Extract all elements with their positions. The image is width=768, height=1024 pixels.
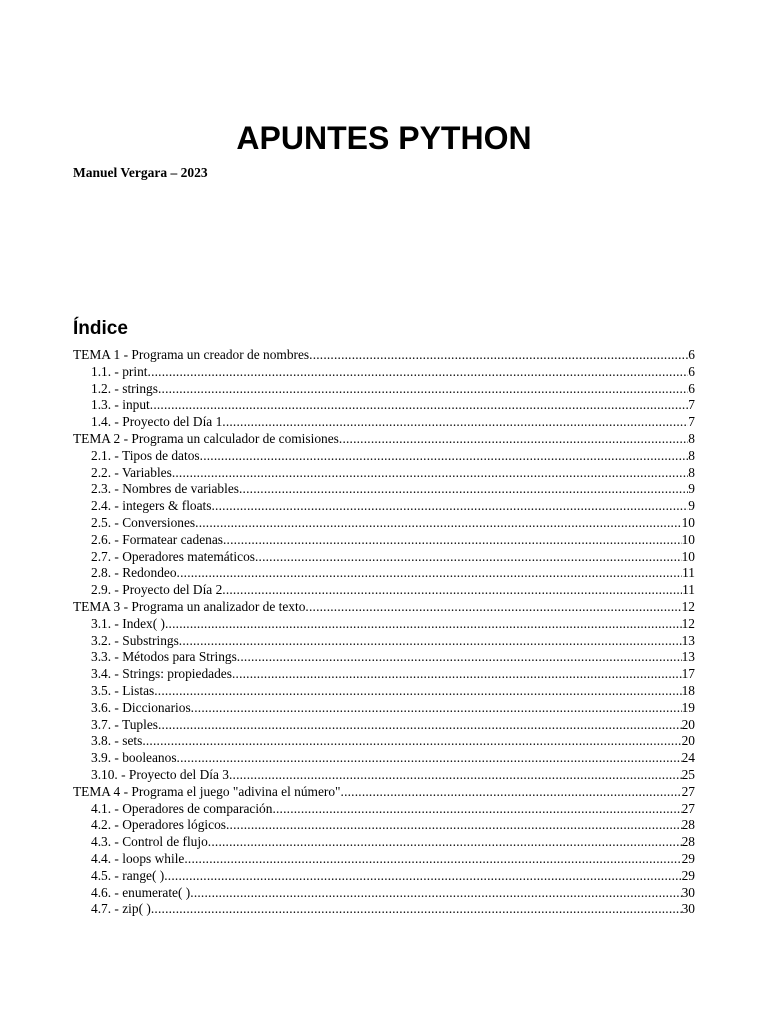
author-line: Manuel Vergara – 2023 (73, 165, 208, 180)
toc-page-number: 27 (681, 783, 695, 799)
toc-dot-leader (151, 901, 682, 918)
toc-chapter-entry[interactable] (73, 784, 695, 801)
toc-dot-leader (305, 599, 681, 616)
toc-entry-title: 3.5. - Listas (91, 682, 155, 698)
toc-dot-leader (222, 582, 682, 599)
toc-page-number: 18 (681, 682, 695, 698)
toc-page-number: 10 (681, 548, 695, 564)
toc-page-number: 8 (688, 430, 695, 446)
toc-entry-title: 2.6. - Formatear cadenas (91, 531, 223, 547)
toc-subentry[interactable] (73, 381, 695, 398)
toc-page-number: 27 (681, 800, 695, 816)
toc-page-number: 25 (681, 766, 695, 782)
toc-page-number: 29 (681, 867, 695, 883)
toc-entry-title: TEMA 2 - Programa un calculador de comisiones (73, 430, 339, 446)
toc-entry-title: 4.7. - zip( ) (91, 901, 151, 917)
toc-subentry[interactable] (73, 565, 695, 582)
toc-subentry[interactable] (73, 397, 695, 414)
toc-dot-leader (142, 733, 681, 750)
toc-page-number: 12 (681, 598, 695, 614)
toc-entry-title: 4.6. - enumerate( ) (91, 884, 191, 900)
toc-page-number: 28 (681, 834, 695, 850)
toc-dot-leader (339, 431, 688, 448)
toc-subentry[interactable] (73, 549, 695, 566)
toc-entry-title: 3.9. - booleanos (91, 750, 177, 766)
toc-entry-title: 2.7. - Operadores matemáticos (91, 548, 255, 564)
toc-page-number: 30 (681, 901, 695, 917)
toc-subentry[interactable] (73, 633, 695, 650)
table-of-contents (73, 347, 695, 918)
toc-subentry[interactable] (73, 616, 695, 633)
toc-entry-title: 1.2. - strings (91, 380, 158, 396)
toc-dot-leader (191, 700, 682, 717)
toc-subentry[interactable] (73, 901, 695, 918)
toc-dot-leader (237, 649, 682, 666)
toc-dot-leader (154, 683, 681, 700)
toc-dot-leader (165, 616, 682, 633)
toc-page-number: 11 (682, 582, 695, 598)
toc-page-number: 20 (681, 733, 695, 749)
toc-subentry[interactable] (73, 649, 695, 666)
toc-entry-title: TEMA 3 - Programa un analizador de texto (73, 598, 306, 614)
toc-page-number: 8 (688, 447, 695, 463)
toc-page-number: 19 (681, 699, 695, 715)
toc-entry-title: 2.8. - Redondeo (91, 565, 177, 581)
toc-dot-leader (177, 750, 682, 767)
toc-entry-title: 2.5. - Conversiones (91, 514, 196, 530)
toc-dot-leader (272, 801, 681, 818)
toc-entry-title: 2.3. - Nombres de variables (91, 481, 239, 497)
toc-entry-title: 2.2. - Variables (91, 464, 172, 480)
toc-page-number: 8 (688, 464, 695, 480)
toc-page-number: 6 (688, 380, 695, 396)
toc-entry-title: TEMA 4 - Programa el juego "adivina el número" (73, 783, 341, 799)
toc-subentry[interactable] (73, 801, 695, 818)
toc-page-number: 7 (688, 397, 695, 413)
toc-dot-leader (179, 633, 682, 650)
toc-dot-leader (239, 481, 688, 498)
toc-dot-leader (232, 666, 682, 683)
toc-dot-leader (172, 465, 688, 482)
toc-subentry[interactable] (73, 364, 695, 381)
toc-entry-title: 3.7. - Tuples (91, 716, 158, 732)
toc-page-number: 17 (681, 666, 695, 682)
toc-subentry[interactable] (73, 465, 695, 482)
toc-page-number: 9 (688, 481, 695, 497)
toc-page-number: 10 (681, 514, 695, 530)
toc-page-number: 28 (681, 817, 695, 833)
toc-subentry[interactable] (73, 717, 695, 734)
toc-entry-title: 3.6. - Diccionarios (91, 699, 191, 715)
toc-subentry[interactable] (73, 885, 695, 902)
toc-subentry[interactable] (73, 817, 695, 834)
toc-entry-title: 4.2. - Operadores lógicos (91, 817, 226, 833)
toc-dot-leader (226, 817, 682, 834)
toc-subentry[interactable] (73, 582, 695, 599)
toc-entry-title: 2.1. - Tipos de datos (91, 447, 200, 463)
toc-page-number: 6 (688, 363, 695, 379)
toc-dot-leader (148, 364, 689, 381)
toc-chapter-entry[interactable] (73, 599, 695, 616)
toc-dot-leader (212, 498, 689, 515)
toc-page-number: 13 (681, 632, 695, 648)
toc-dot-leader (150, 397, 689, 414)
toc-entry-title: 3.10. - Proyecto del Día 3 (91, 766, 229, 782)
toc-subentry[interactable] (73, 498, 695, 515)
toc-subentry[interactable] (73, 700, 695, 717)
toc-dot-leader (164, 868, 681, 885)
toc-dot-leader (208, 834, 682, 851)
toc-subentry[interactable] (73, 683, 695, 700)
toc-subentry[interactable] (73, 515, 695, 532)
toc-page-number: 30 (681, 884, 695, 900)
toc-subentry[interactable] (73, 834, 695, 851)
toc-page-number: 9 (688, 498, 695, 514)
toc-subentry[interactable] (73, 733, 695, 750)
toc-entry-title: TEMA 1 - Programa un creador de nombres (73, 347, 310, 362)
toc-dot-leader (223, 532, 682, 549)
toc-dot-leader (200, 448, 689, 465)
toc-entry-title: 2.9. - Proyecto del Día 2 (91, 582, 223, 598)
toc-entry-title: 3.4. - Strings: propiedades (91, 666, 232, 682)
toc-dot-leader (190, 885, 681, 902)
toc-page-number: 12 (681, 615, 695, 631)
toc-subentry[interactable] (73, 414, 695, 431)
document-title: APUNTES PYTHON (236, 120, 532, 156)
toc-chapter-entry[interactable] (73, 347, 695, 364)
toc-entry-title: 4.4. - loops while (91, 850, 185, 866)
toc-dot-leader (229, 767, 682, 784)
toc-entry-title: 4.1. - Operadores de comparación (91, 800, 273, 816)
toc-page-number: 20 (681, 716, 695, 732)
toc-subentry[interactable] (73, 750, 695, 767)
toc-dot-leader (195, 515, 681, 532)
toc-subentry[interactable] (73, 851, 695, 868)
toc-page-number: 7 (688, 414, 695, 430)
toc-dot-leader (177, 565, 683, 582)
toc-entry-title: 3.2. - Substrings (91, 632, 179, 648)
toc-heading: Índice (73, 318, 128, 339)
toc-entry-title: 4.5. - range( ) (91, 867, 165, 883)
toc-dot-leader (184, 851, 681, 868)
toc-dot-leader (158, 717, 682, 734)
toc-dot-leader (255, 549, 682, 566)
toc-entry-title: 1.3. - input (91, 397, 150, 413)
toc-subentry[interactable] (73, 532, 695, 549)
toc-page-number: 6 (688, 347, 695, 362)
toc-subentry[interactable] (73, 481, 695, 498)
toc-subentry[interactable] (73, 448, 695, 465)
toc-entry-title: 2.4. - integers & floats (91, 498, 212, 514)
toc-entry-title: 1.4. - Proyecto del Día 1 (91, 414, 223, 430)
toc-subentry[interactable] (73, 666, 695, 683)
toc-entry-title: 3.1. - Index( ) (91, 615, 165, 631)
toc-page-number: 10 (681, 531, 695, 547)
toc-subentry[interactable] (73, 868, 695, 885)
toc-page-number: 29 (681, 850, 695, 866)
toc-entry-title: 4.3. - Control de flujo (91, 834, 208, 850)
toc-entry-title: 1.1. - print (91, 363, 148, 379)
toc-entry-title: 3.3. - Métodos para Strings (91, 649, 237, 665)
toc-dot-leader (309, 347, 688, 364)
toc-subentry[interactable] (73, 767, 695, 784)
toc-dot-leader (158, 381, 688, 398)
toc-chapter-entry[interactable] (73, 431, 695, 448)
toc-page-number: 24 (681, 750, 695, 766)
toc-page-number: 11 (682, 565, 695, 581)
toc-page-number: 13 (681, 649, 695, 665)
toc-entry-title: 3.8. - sets (91, 733, 143, 749)
toc-dot-leader (222, 414, 688, 431)
toc-dot-leader (341, 784, 682, 801)
